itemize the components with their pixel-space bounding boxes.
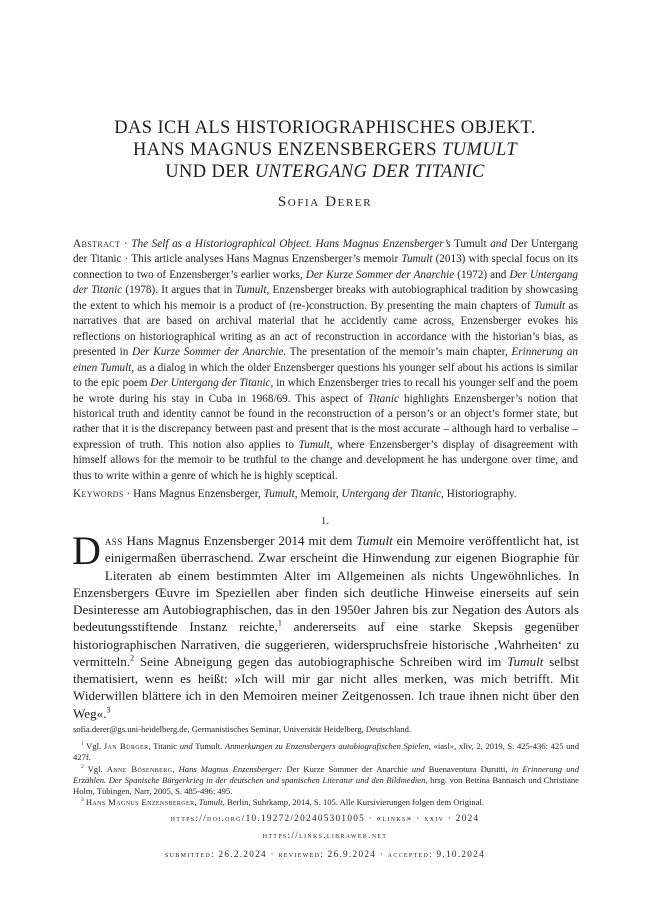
body-paragraph [72, 528, 579, 722]
title-line-3-italic: UNTERGANG DER TITANIC [254, 162, 485, 182]
body-smallcaps: ass [104, 533, 123, 548]
fn-text: Tumult. [192, 741, 225, 752]
abstract-seg: , as a dialog in which the older Enzensberger questions his younger self about his actions is similar to the epic poem [73, 361, 578, 390]
abstract-seg: . The presentation of the memoir’s main chapter, [283, 346, 512, 359]
title-line-1: DAS ICH ALS HISTORIOGRAPHISCHES OBJEKT. [114, 118, 536, 138]
footnote-number: 1 [81, 741, 84, 748]
footnote-ref[interactable]: 1 [277, 618, 282, 628]
abstract-seg: , Enzensberger breaks with autobiographical tradition by showcasing the extent to which his memoir is a product of (re-)construction. By presenting the main chapters of [73, 284, 579, 312]
abstract-sep: · [120, 238, 132, 250]
doi-link[interactable]: https://doi.org/10.19272/202405301005 · «links» · xxiv · 2024 [170, 813, 480, 823]
fn-text: Hans Magnus Enzensberger: [178, 763, 283, 774]
body-text: Hans Magnus Enzensberger 2014 mit dem [122, 533, 357, 548]
abstract-seg: Der Untergang der Titanic [73, 268, 578, 297]
fn-text: Anmerkungen zu Enzensbergers autobiografischen Spielen [224, 741, 429, 752]
fn-author: Hans Magnus Enzensberger [85, 797, 195, 808]
keywords-sep: · [123, 488, 134, 500]
affiliation: sofia.derer@gs.uni-heidelberg.de, Germanistisches Seminar, Universität Heidelberg, Deutschland. [73, 724, 412, 734]
fn-author: Anne Bösenberg [106, 763, 173, 774]
submission-dates: submitted: 26.2.2024 · reviewed: 26.9.2024 · accepted: 9.10.2024 [165, 849, 485, 859]
footnote-ref[interactable]: 3 [106, 705, 111, 715]
fn-text: , Berlin, Suhrkamp, 2014, S. 105. Alle Kursivierungen folgen dem Original. [222, 797, 485, 808]
title-line-3-text: UND DER [165, 162, 255, 182]
abstract-seg: Tumult [235, 284, 267, 297]
abstract-seg: and [490, 238, 507, 250]
fn-text: und [179, 741, 193, 752]
fn-text: Vgl. [83, 741, 104, 752]
keywords-label: Keywords [73, 488, 124, 500]
title-line-2-text: HANS MAGNUS ENZENSBERGERS [132, 140, 442, 160]
abstract-seg: highlights Enzensberger’s notion that historical truth and identity cannot be found in the reconstruction of a person’s or an object’s former state, but rather that it is the discrepancy between past and present that is the most accurate – although hard to verbalise – expression of truth. This notion also applies to [73, 392, 578, 451]
fn-text: , [194, 797, 199, 808]
abstract-seg: Tumult [534, 299, 566, 312]
abstract-seg: Tumult [450, 238, 491, 250]
abstract-seg: · This article analyses Hans Magnus Enzensberger’s memoir [121, 253, 402, 266]
section-number: 1. [320, 515, 330, 527]
title-line-2-italic: TUMULT [441, 140, 518, 160]
fn-text: , Titanic [148, 741, 180, 752]
fn-author: Jan Bürger [103, 741, 149, 752]
fn-text: in [511, 763, 519, 774]
keyword: Hans Magnus Enzensberger, [133, 488, 264, 500]
drop-cap: D [72, 528, 101, 573]
body-text: selbst thematisiert, wenn es heißt: »Ich will mir gar nicht alles merken, was mich betrifft. Mit Widerwillen blättere ich in den Memoiren meiner Zeitgenossen. Ich traue ihnen nicht über den Weg«. [73, 653, 579, 721]
abstract-seg: (1978). It argues that in [122, 284, 236, 297]
fn-text: Der Kurze Sommer der Anarchie [282, 763, 412, 774]
abstract-seg: (1972) and [454, 268, 510, 281]
fn-text: Buenaventura Durutti, [424, 763, 512, 774]
author-name: Sofia Derer [277, 194, 373, 210]
footnote-1 [73, 741, 579, 763]
abstract-label: Abstract [73, 238, 121, 250]
abstract-seg: , where Enzensberger’s display of disagreement with himself allows for the memoir to be truthful to the change and development he has undergone over time, and thus to write within a genre of which he is highly sceptical. [73, 438, 578, 482]
body-text: Seine Abneigung gegen das autobiographische Schreiben wird im [134, 653, 508, 669]
footnote-3 [73, 797, 579, 808]
abstract-seg: Der Untergang der Titanic [150, 377, 271, 390]
title-line-2 [60, 139, 590, 161]
abstract-seg: Der Untergang der Titanic [73, 238, 579, 266]
body-text: andererseits auf eine starke Skepsis gegenüber historiographischen Narrativen, die suggerieren, widerspruchsfreie historische ‚Wahrheiten‘ zu vermitteln. [73, 619, 579, 669]
fn-text: Vgl. [83, 763, 107, 774]
fn-text: Tumult [198, 797, 223, 808]
body-text-italic: Tumult [356, 533, 393, 548]
abstract-seg: Der Kurze Sommer der Anarchie [305, 268, 455, 281]
journal-url[interactable]: https://links.libraweb.net [262, 830, 388, 840]
abstract-en-title: The Self as a Historiographical Object. Hans Magnus Enzensberger’s [131, 238, 451, 250]
keyword: Untergang der Titanic [341, 488, 442, 500]
keyword: Tumult [263, 488, 295, 500]
footnote-ref[interactable]: 2 [130, 653, 135, 663]
body-text-italic: Tumult [507, 653, 544, 669]
abstract-seg: Titanic [367, 392, 399, 405]
abstract-seg: Der Kurze Sommer der Anarchie [132, 346, 284, 359]
fn-text: , [172, 763, 179, 774]
fn-text: und [411, 763, 425, 774]
keywords [73, 487, 578, 502]
body-text: ein Memoire veröffentlicht hat, ist einigermaßen überraschend. Zwar erscheint die Hinwendung zur eigenen Biographie für Literaten ab einem bestimmten Alter im Allgemeinen als nichts Ungewöhnliches. In Enzensbergers Œuvre im Speziellen aber finden sich deutliche Hinweise einerseits auf sein Desinteresse am Autobiographischen, das in den 1950er Jahren bis zur Negation des Autors als bedeutungsstiftende Instanz reichte, [73, 533, 579, 635]
abstract-seg: Tumult [401, 253, 433, 266]
title-line-3 [60, 161, 590, 183]
abstract-seg: as narratives that are based on archival material that he accidently came across, Enzensberger evokes his reflections on historiographical writing as an act of reconstruction in accordance with the historian’s bias, as presented in [73, 299, 578, 359]
footnote-2 [73, 764, 579, 798]
abstract-seg: Tumult [298, 438, 330, 451]
fn-text: Erinnerung und Erzählen. Der Spanische Bürgerkrieg in der deutschen und spanischen Literatur und den Bildmedien [73, 763, 580, 785]
article-title [60, 117, 590, 183]
fn-text: , hrsg. von Bettina Bannasch und Christiane Holm, Tübingen, Narr, 2005, S. 485-496: 495. [73, 774, 579, 797]
abstract-seg: , in which Enzensberger tries to recall his younger self and the poem he wrote during his stay in Cuba in 1968/69. This aspect of [73, 377, 578, 405]
footnote-number: 3 [81, 797, 84, 804]
footnote-number: 2 [81, 763, 84, 770]
footnotes [73, 724, 579, 808]
keyword: , Memoir, [294, 488, 342, 500]
abstract-seg: (2013) with special focus on its connection to two of Enzensberger’s earlier works, [73, 253, 578, 281]
abstract-seg: Erinnerung an einen Tumult [73, 346, 578, 374]
fn-text: , «iasl», xliv, 2, 2019, S. 425-436: 425 und 427f. [73, 741, 579, 763]
keyword: , Historiography. [441, 488, 517, 500]
abstract [73, 237, 578, 484]
